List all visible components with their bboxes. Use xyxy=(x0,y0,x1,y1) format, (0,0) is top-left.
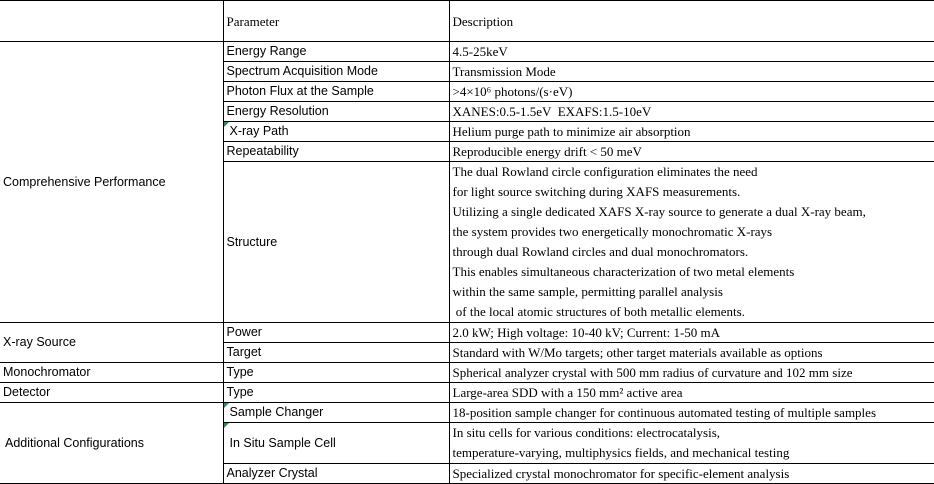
param-structure: Structure xyxy=(223,162,449,323)
structure-line: through dual Rowland circles and dual monochromators. xyxy=(452,244,749,259)
structure-line: within the same sample, permitting parallel analysis xyxy=(452,284,723,299)
desc-analyzer-crystal: Specialized crystal monochromator for specific-element analysis xyxy=(449,464,934,484)
param-energy-range: Energy Range xyxy=(223,42,449,62)
category-additional-configurations: Additional Configurations xyxy=(0,403,223,484)
structure-line: for light source switching during XAFS measurements. xyxy=(452,184,741,199)
desc-structure xyxy=(449,162,934,323)
param-repeatability: Repeatability xyxy=(223,142,449,162)
desc-in-situ-sample-cell xyxy=(449,423,934,464)
desc-energy-range: 4.5-25keV xyxy=(449,42,934,62)
param-monochromator-type: Type xyxy=(223,363,449,383)
param-photon-flux: Photon Flux at the Sample xyxy=(223,82,449,102)
desc-target: Standard with W/Mo targets; other target materials available as options xyxy=(449,343,934,363)
desc-power: 2.0 kW; High voltage: 10-40 kV; Current: 1-50 mA xyxy=(449,323,934,343)
structure-line: The dual Rowland circle configuration eliminates the need xyxy=(452,164,758,179)
table-row xyxy=(0,323,934,343)
param-power: Power xyxy=(223,323,449,343)
param-sample-changer: Sample Changer xyxy=(223,403,449,423)
category-detector: Detector xyxy=(0,383,223,403)
in-situ-line: In situ cells for various conditions: electrocatalysis, xyxy=(452,425,721,440)
param-analyzer-crystal: Analyzer Crystal xyxy=(223,464,449,484)
desc-monochromator-type: Spherical analyzer crystal with 500 mm radius of curvature and 102 mm size xyxy=(449,363,934,383)
desc-sample-changer: 18-position sample changer for continuous automated testing of multiple samples xyxy=(449,403,934,423)
param-energy-resolution: Energy Resolution xyxy=(223,102,449,122)
header-row xyxy=(0,1,934,42)
structure-line: This enables simultaneous characterization of two metal elements xyxy=(452,264,795,279)
structure-line: the system provides two energetically monochromatic X-rays xyxy=(452,224,773,239)
desc-spectrum-acquisition-mode: Transmission Mode xyxy=(449,62,934,82)
in-situ-line: temperature-varying, multiphysics fields, and mechanical testing xyxy=(452,445,790,460)
table-row xyxy=(0,403,934,423)
table-row xyxy=(0,383,934,403)
header-parameter: Parameter xyxy=(223,1,449,42)
desc-detector-type: Large-area SDD with a 150 mm² active area xyxy=(449,383,934,403)
desc-xray-path: Helium purge path to minimize air absorption xyxy=(449,122,934,142)
desc-energy-resolution: XANES:0.5-1.5eV EXAFS:1.5-10eV xyxy=(449,102,934,122)
structure-line: Utilizing a single dedicated XAFS X-ray source to generate a dual X-ray beam, xyxy=(452,204,866,219)
desc-repeatability: Reproducible energy drift < 50 meV xyxy=(449,142,934,162)
category-monochromator: Monochromator xyxy=(0,363,223,383)
param-spectrum-acquisition-mode: Spectrum Acquisition Mode xyxy=(223,62,449,82)
header-category-cell xyxy=(0,1,223,42)
category-comprehensive-performance: Comprehensive Performance xyxy=(0,42,223,323)
param-in-situ-sample-cell: In Situ Sample Cell xyxy=(223,423,449,464)
param-xray-path: X-ray Path xyxy=(223,122,449,142)
table-row xyxy=(0,363,934,383)
structure-line: of the local atomic structures of both metallic elements. xyxy=(452,304,745,319)
desc-photon-flux: >4×10⁶ photons/(s·eV) xyxy=(449,82,934,102)
table-row xyxy=(0,42,934,62)
header-description: Description xyxy=(449,1,934,42)
category-xray-source: X-ray Source xyxy=(0,323,223,363)
param-detector-type: Type xyxy=(223,383,449,403)
param-target: Target xyxy=(223,343,449,363)
